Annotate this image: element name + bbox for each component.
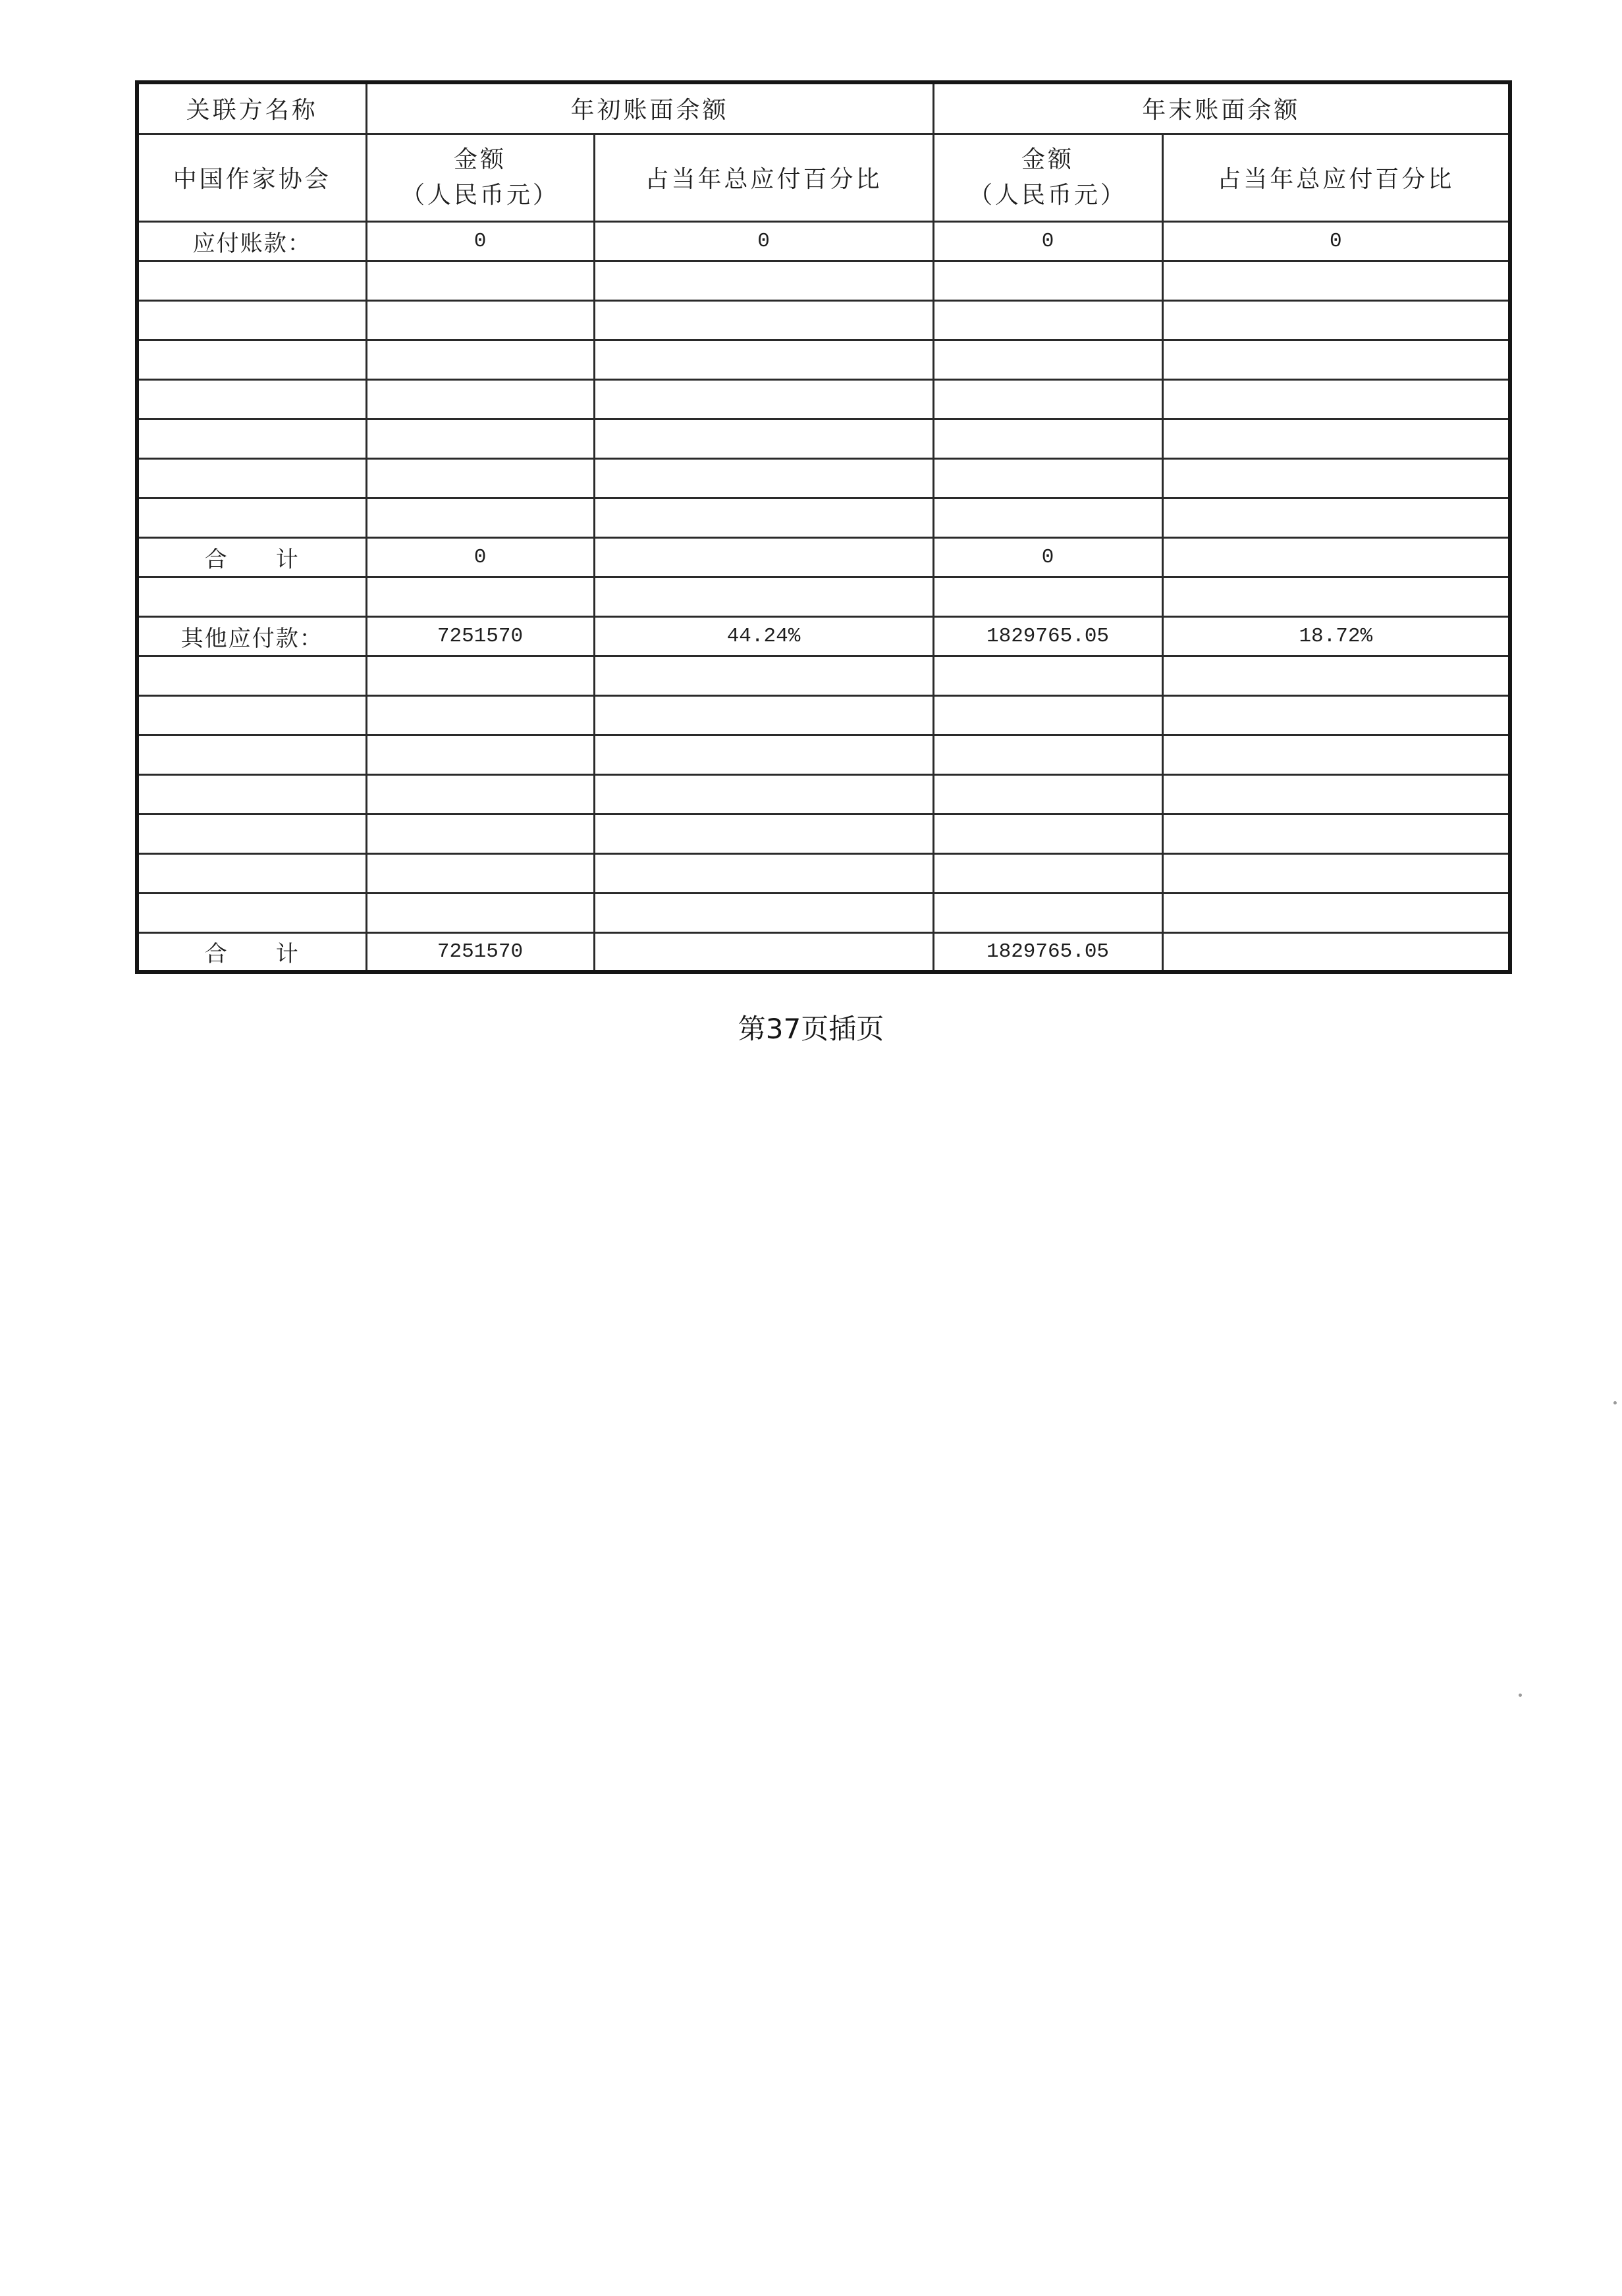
table-row bbox=[137, 774, 1510, 814]
closing-amount-cell bbox=[933, 814, 1162, 853]
closing-percent-cell bbox=[1162, 300, 1510, 340]
opening-percent-cell bbox=[594, 340, 933, 379]
table-row bbox=[137, 695, 1510, 735]
related-party-payables-table bbox=[135, 80, 1512, 974]
opening-amount-cell bbox=[366, 735, 594, 774]
table-body bbox=[137, 221, 1510, 972]
table-row bbox=[137, 537, 1510, 577]
row-label-cell bbox=[137, 498, 366, 537]
opening-percent-cell bbox=[594, 261, 933, 300]
table-row bbox=[137, 340, 1510, 379]
header-row-top bbox=[137, 82, 1510, 134]
closing-amount-cell: 1829765.05 bbox=[933, 616, 1162, 656]
opening-percent-cell bbox=[594, 656, 933, 695]
opening-percent-cell bbox=[594, 893, 933, 932]
opening-amount-cell bbox=[366, 893, 594, 932]
closing-amount-cell bbox=[933, 695, 1162, 735]
opening-amount-cell bbox=[366, 419, 594, 458]
opening-amount-cell bbox=[366, 300, 594, 340]
closing-percent-cell bbox=[1162, 656, 1510, 695]
opening-amount-cell bbox=[366, 577, 594, 616]
row-label-cell bbox=[137, 261, 366, 300]
closing-percent-cell bbox=[1162, 814, 1510, 853]
table-row bbox=[137, 853, 1510, 893]
row-label-cell bbox=[137, 893, 366, 932]
table-row bbox=[137, 735, 1510, 774]
closing-amount-cell bbox=[933, 893, 1162, 932]
closing-percent-cell bbox=[1162, 893, 1510, 932]
opening-amount-cell bbox=[366, 656, 594, 695]
opening-percent-cell bbox=[594, 498, 933, 537]
closing-amount-cell bbox=[933, 577, 1162, 616]
opening-amount-cell bbox=[366, 261, 594, 300]
row-label-cell bbox=[137, 735, 366, 774]
table-row bbox=[137, 656, 1510, 695]
table-row bbox=[137, 577, 1510, 616]
opening-percent-cell bbox=[594, 814, 933, 853]
closing-balance-heading: 年末账面余额 bbox=[933, 82, 1510, 134]
scan-speck bbox=[1519, 1694, 1522, 1697]
row-label-cell bbox=[137, 695, 366, 735]
closing-amount-cell bbox=[933, 300, 1162, 340]
table-row bbox=[137, 300, 1510, 340]
row-label-cell: 合 计 bbox=[137, 537, 366, 577]
closing-percent-cell bbox=[1162, 853, 1510, 893]
row-label-cell bbox=[137, 853, 366, 893]
opening-percent-cell bbox=[594, 853, 933, 893]
table-row bbox=[137, 221, 1510, 261]
row-label-cell: 其他应付款： bbox=[137, 616, 366, 656]
opening-amount-cell bbox=[366, 774, 594, 814]
opening-percent-cell bbox=[594, 419, 933, 458]
closing-amount-cell bbox=[933, 458, 1162, 498]
closing-percent-cell bbox=[1162, 458, 1510, 498]
row-label-cell bbox=[137, 458, 366, 498]
row-label-cell bbox=[137, 379, 366, 419]
row-label-cell bbox=[137, 656, 366, 695]
closing-amount-cell: 0 bbox=[933, 221, 1162, 261]
table-row bbox=[137, 379, 1510, 419]
opening-amount-cell bbox=[366, 498, 594, 537]
row-label-cell: 合 计 bbox=[137, 932, 366, 972]
closing-percent-cell bbox=[1162, 735, 1510, 774]
closing-percent-cell bbox=[1162, 261, 1510, 300]
closing-percent-cell bbox=[1162, 379, 1510, 419]
table-row bbox=[137, 419, 1510, 458]
closing-amount-cell: 0 bbox=[933, 537, 1162, 577]
closing-amount-cell: 1829765.05 bbox=[933, 932, 1162, 972]
closing-amount-unit: （人民币元） bbox=[969, 181, 1127, 209]
opening-amount-cell bbox=[366, 814, 594, 853]
closing-percent-cell bbox=[1162, 419, 1510, 458]
closing-percent-cell bbox=[1162, 498, 1510, 537]
closing-percent-cell bbox=[1162, 577, 1510, 616]
opening-percent-cell bbox=[594, 932, 933, 972]
header-row-sub bbox=[137, 134, 1510, 221]
row-label-cell bbox=[137, 774, 366, 814]
row-label-cell bbox=[137, 340, 366, 379]
opening-percent-cell: 0 bbox=[594, 221, 933, 261]
table-row bbox=[137, 498, 1510, 537]
closing-percent-cell bbox=[1162, 340, 1510, 379]
closing-amount-cell bbox=[933, 261, 1162, 300]
opening-amount-heading bbox=[366, 134, 594, 221]
row-label-cell bbox=[137, 814, 366, 853]
party-name: 中国作家协会 bbox=[137, 134, 366, 221]
row-label-cell bbox=[137, 300, 366, 340]
opening-amount-cell: 0 bbox=[366, 537, 594, 577]
closing-amount-cell bbox=[933, 735, 1162, 774]
opening-amount-cell: 7251570 bbox=[366, 616, 594, 656]
opening-percent-cell bbox=[594, 577, 933, 616]
table-row bbox=[137, 458, 1510, 498]
closing-amount-cell bbox=[933, 419, 1162, 458]
closing-amount-heading bbox=[933, 134, 1162, 221]
opening-amount-cell: 0 bbox=[366, 221, 594, 261]
opening-amount-cell bbox=[366, 340, 594, 379]
opening-amount-cell bbox=[366, 695, 594, 735]
closing-amount-cell bbox=[933, 656, 1162, 695]
closing-percent-cell bbox=[1162, 932, 1510, 972]
row-label-cell bbox=[137, 577, 366, 616]
closing-amount-cell bbox=[933, 340, 1162, 379]
closing-percent-cell bbox=[1162, 537, 1510, 577]
closing-percent-cell bbox=[1162, 695, 1510, 735]
closing-amount-cell bbox=[933, 498, 1162, 537]
closing-amount-cell bbox=[933, 379, 1162, 419]
closing-amount-label: 金额 bbox=[1021, 146, 1075, 173]
table-row bbox=[137, 616, 1510, 656]
opening-amount-cell bbox=[366, 853, 594, 893]
page-insert-caption: 第37页插页 bbox=[738, 1013, 884, 1045]
row-label-cell bbox=[137, 419, 366, 458]
opening-percent-cell bbox=[594, 774, 933, 814]
opening-percent-cell bbox=[594, 537, 933, 577]
opening-percent-heading: 占当年总应付百分比 bbox=[594, 134, 933, 221]
closing-percent-heading: 占当年总应付百分比 bbox=[1162, 134, 1510, 221]
row-label-cell: 应付账款： bbox=[137, 221, 366, 261]
closing-amount-cell bbox=[933, 853, 1162, 893]
opening-amount-label: 金额 bbox=[453, 146, 506, 173]
opening-percent-cell: 44.24% bbox=[594, 616, 933, 656]
table-row bbox=[137, 932, 1510, 972]
opening-amount-cell: 7251570 bbox=[366, 932, 594, 972]
opening-percent-cell bbox=[594, 458, 933, 498]
opening-percent-cell bbox=[594, 735, 933, 774]
opening-balance-heading: 年初账面余额 bbox=[366, 82, 933, 134]
opening-amount-cell bbox=[366, 458, 594, 498]
opening-amount-cell bbox=[366, 379, 594, 419]
related-party-heading: 关联方名称 bbox=[137, 82, 366, 134]
closing-amount-cell bbox=[933, 774, 1162, 814]
opening-amount-unit: （人民币元） bbox=[400, 181, 559, 209]
closing-percent-cell: 0 bbox=[1162, 221, 1510, 261]
opening-percent-cell bbox=[594, 379, 933, 419]
closing-percent-cell: 18.72% bbox=[1162, 616, 1510, 656]
opening-percent-cell bbox=[594, 300, 933, 340]
table-row bbox=[137, 814, 1510, 853]
opening-percent-cell bbox=[594, 695, 933, 735]
table-row bbox=[137, 893, 1510, 932]
scan-speck bbox=[1613, 1401, 1617, 1404]
closing-percent-cell bbox=[1162, 774, 1510, 814]
table-row bbox=[137, 261, 1510, 300]
